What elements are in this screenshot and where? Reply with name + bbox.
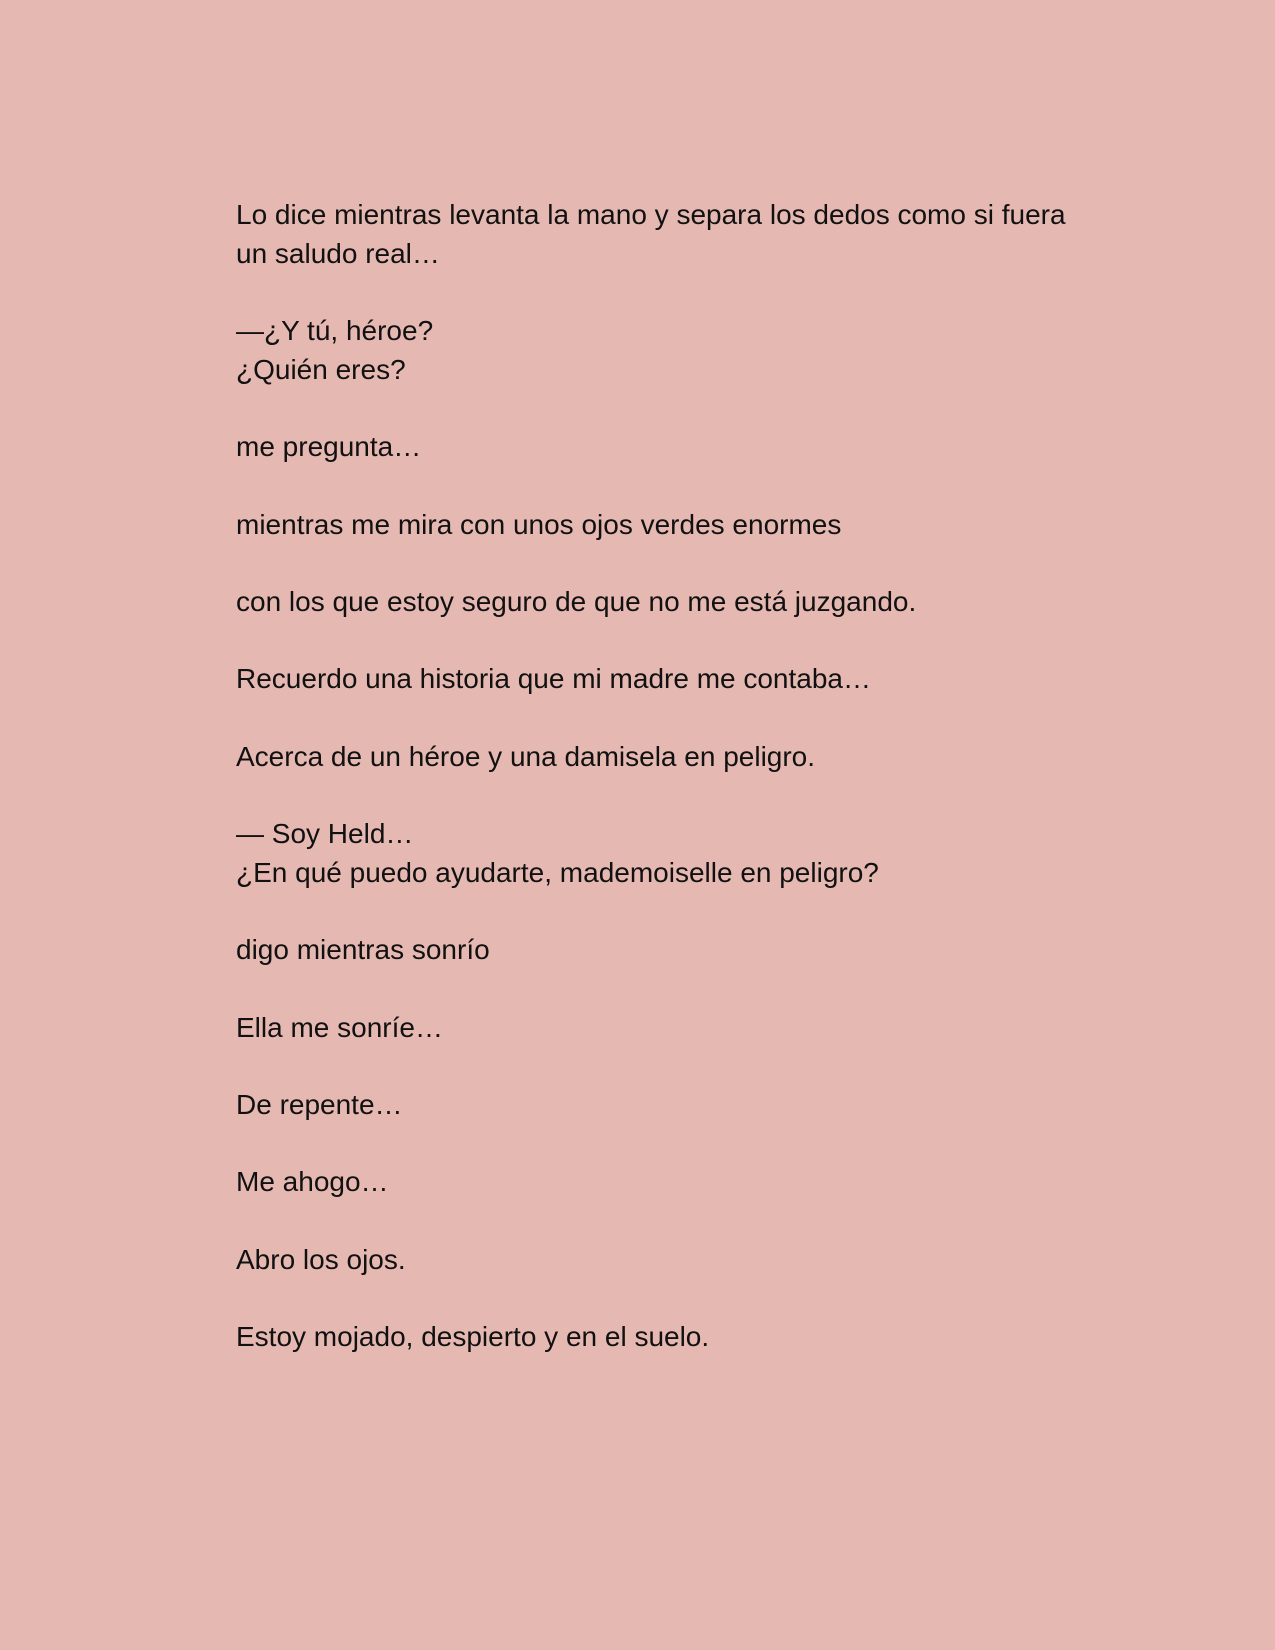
paragraph: — Soy Held… ¿En qué puedo ayudarte, mademoiselle en peligro?: [236, 818, 879, 888]
paragraph: Acerca de un héroe y una damisela en peligro.: [236, 740, 816, 772]
paragraph: Ella me sonríe…: [236, 1011, 443, 1043]
paragraph: Estoy mojado, despierto y en el suelo.: [236, 1321, 710, 1353]
paragraph: me pregunta…: [236, 431, 422, 463]
body-text: [236, 196, 1116, 1396]
paragraph: De repente…: [236, 1089, 403, 1121]
paragraph: digo mientras sonrío: [236, 934, 490, 966]
paragraph: con los que estoy seguro de que no me está juzgando.: [236, 585, 917, 617]
paragraph: Lo dice mientras levanta la mano y separa los dedos como si fuera un saludo real…: [236, 199, 1066, 269]
paragraph: mientras me mira con unos ojos verdes enormes: [236, 508, 842, 540]
paragraph: Me ahogo…: [236, 1166, 389, 1198]
paragraph: —¿Y tú, héroe? ¿Quién eres?: [236, 315, 434, 385]
paragraph: Abro los ojos.: [236, 1243, 406, 1275]
paragraph: Recuerdo una historia que mi madre me contaba…: [236, 663, 872, 695]
